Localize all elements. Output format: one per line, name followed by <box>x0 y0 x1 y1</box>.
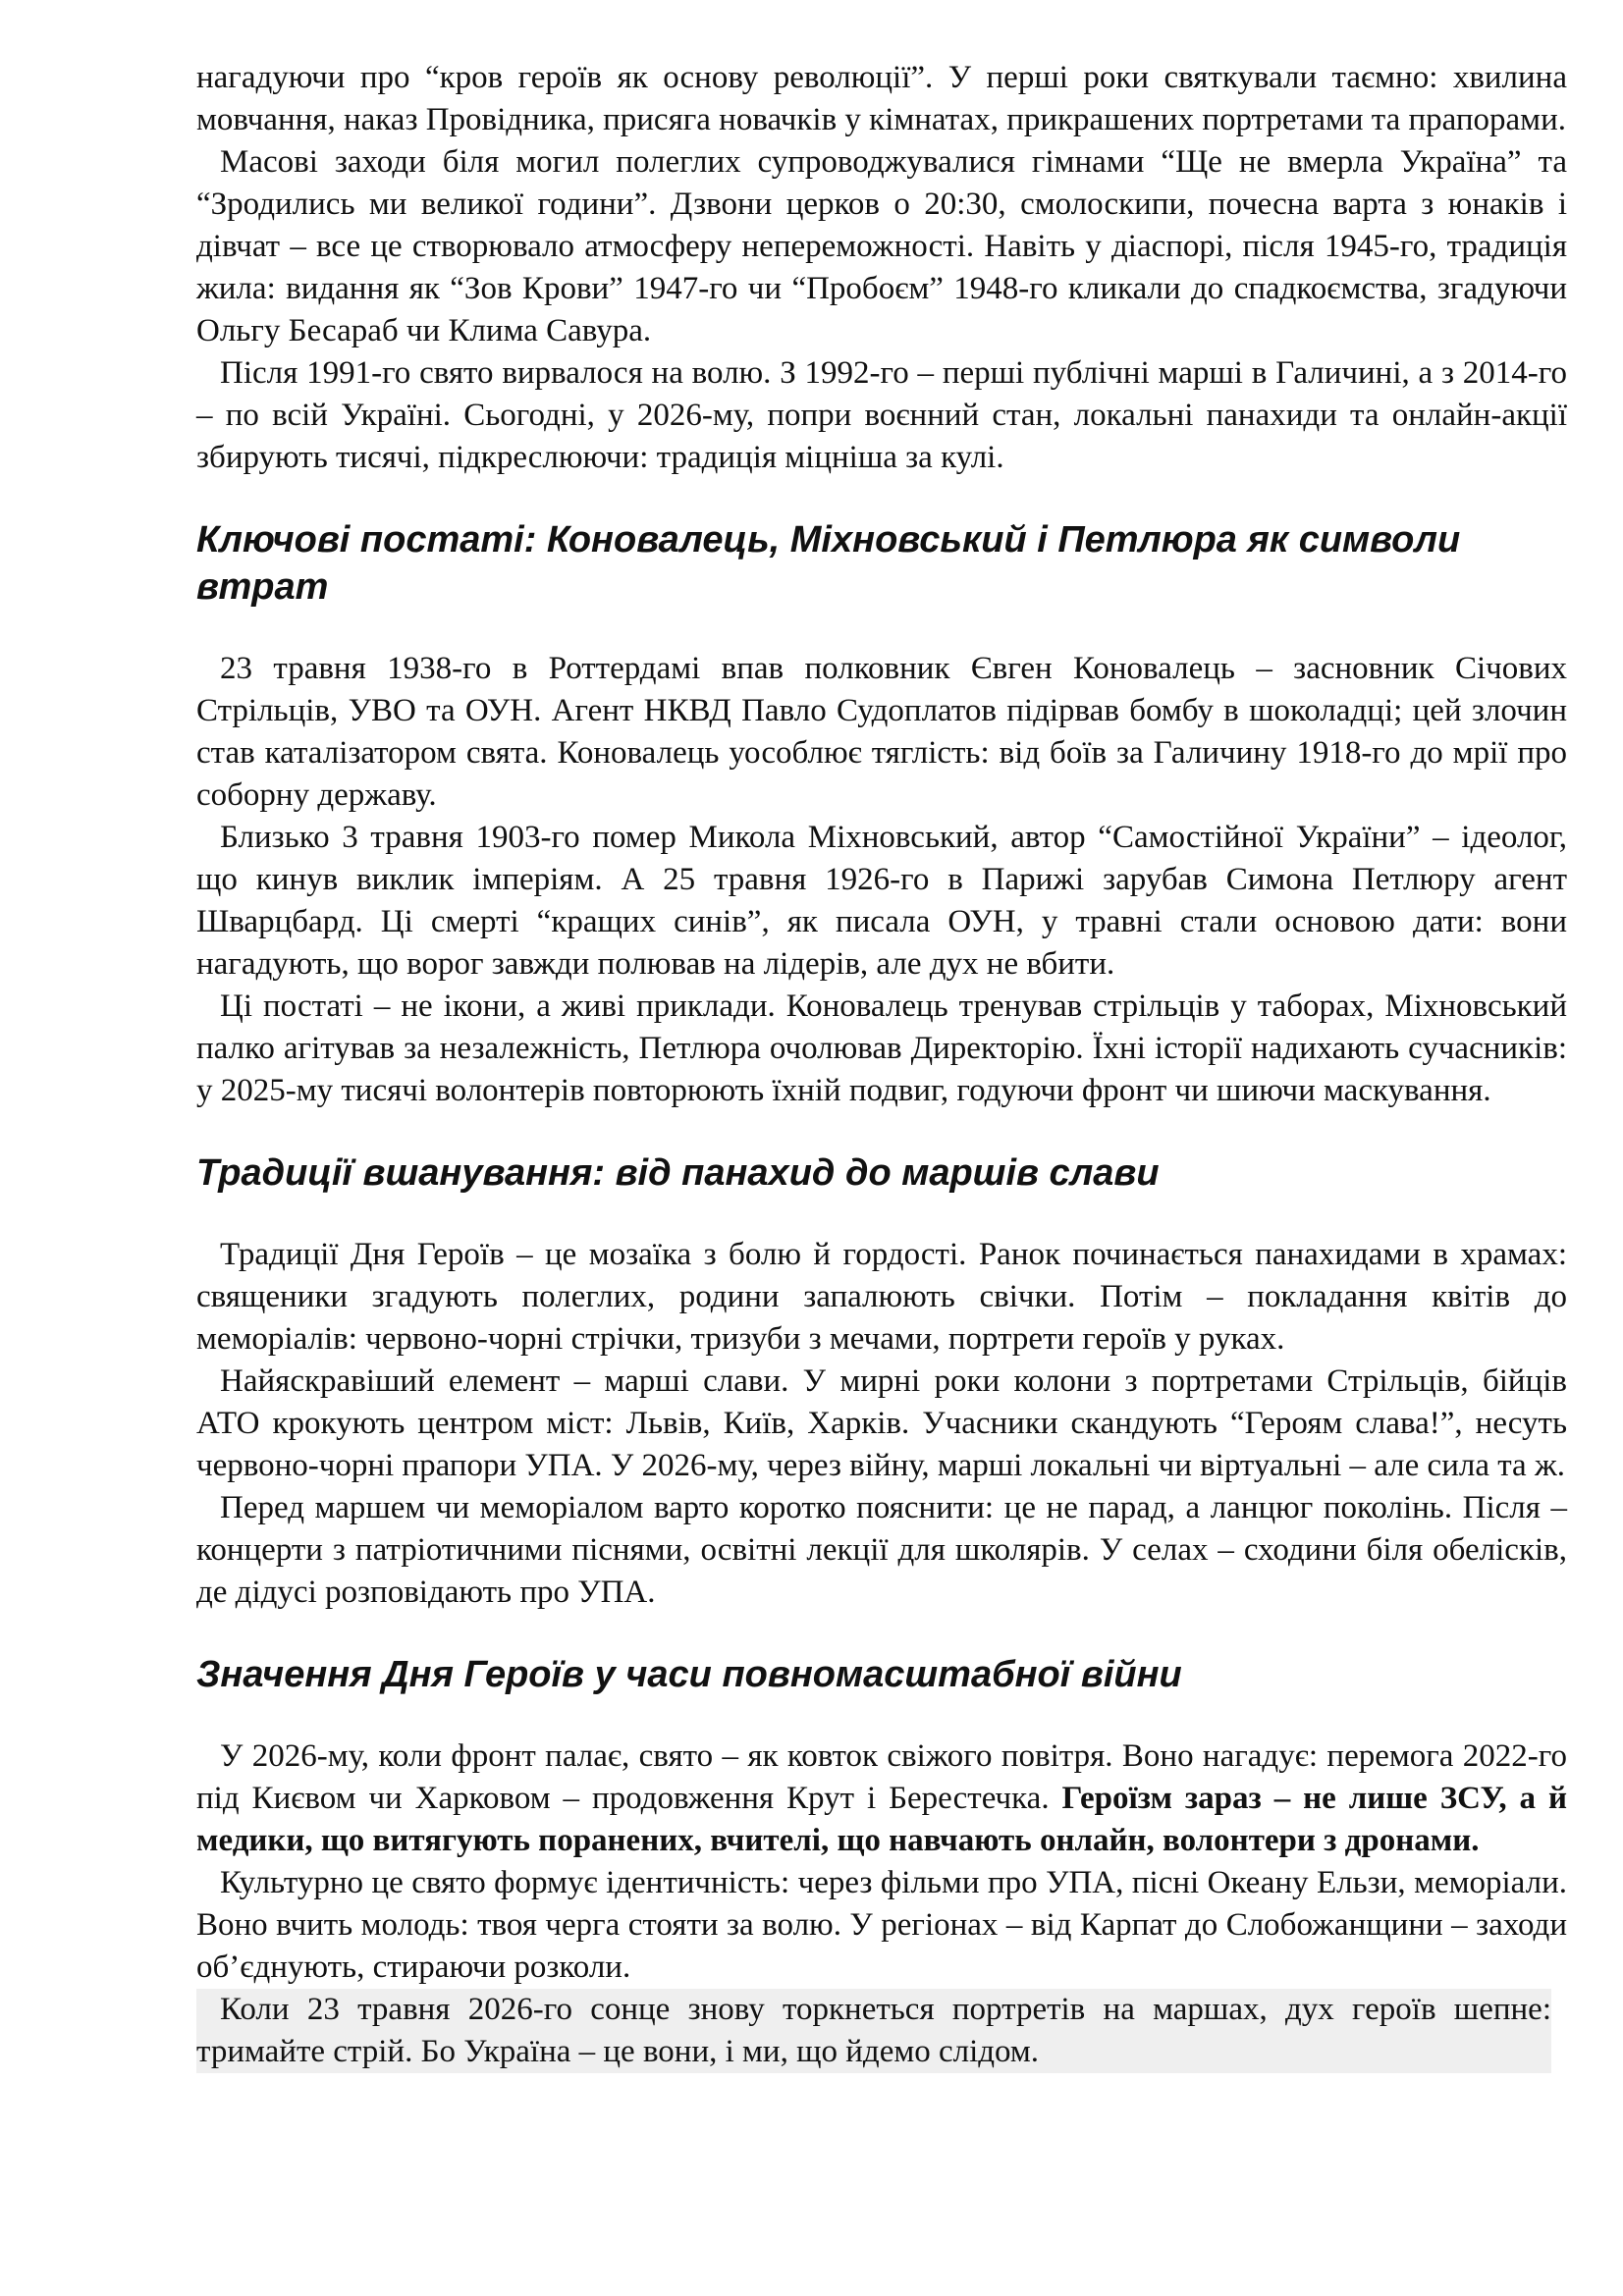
document-page <box>196 57 1567 2073</box>
traditions-paragraph-3: Перед маршем чи меморіалом варто коротко пояснити: це не парад, а ланцюг поколінь. Після – концерти з патріотичними піснями, освітні лекції для школярів. У селах – сходини біля обелісків, де дідусі розповідають про УПА. <box>196 1490 1567 1610</box>
section-heading-traditions: Традиції вшанування: від панахид до маршів слави <box>196 1152 1160 1194</box>
section-heading-significance: Значення Дня Героїв у часи повномасштабної війни <box>196 1654 1182 1695</box>
significance-paragraph-1-bold: Героїзм зараз – не лише ЗСУ, а й медики, що витягують поранених, вчителі, що навчають онлайн, волонтери з дронами. <box>196 1781 1567 1858</box>
key-figures-paragraph-3: Ці постаті – не ікони, а живі приклади. Коновалець тренував стрільців у таборах, Міхновський палко агітував за незалежність, Петлюра очолював Директорію. Їхні історії надихають сучасників: у 2025-му тисячі волонтерів повторюють їхній подвиг, годуючи фронт чи шиючи маскування. <box>196 988 1567 1108</box>
key-figures-paragraph-2: Близько 3 травня 1903-го помер Микола Міхновський, автор “Самостійної України” – ідеолог, що кинув виклик імперіям. А 25 травня 1926-го в Парижі зарубав Симона Петлюру агент Шварцбард. Ці смерті “кращих синів”, як писала ОУН, у травні стали основою дати: вони нагадують, що ворог завжди полював на лідерів, але дух не вбити. <box>196 820 1567 982</box>
closing-paragraph-highlighted: Коли 23 травня 2026-го сонце знову торкнеться портретів на маршах, дух героїв шепне: тримайте стрій. Бо Україна – це вони, і ми, що йдемо слідом. <box>196 1989 1551 2073</box>
significance-paragraph-1-text: У 2026-му, коли фронт палає, свято – як ковток свіжого повітря. Воно нагадує: перемога 2022-го під Києвом чи Харковом – продовження Крут і Берестечка. <box>196 1738 1567 1816</box>
significance-paragraph-2: Культурно це свято формує ідентичність: через фільми про УПА, пісні Океану Ельзи, меморіали. Воно вчить молодь: твоя черга стояти за волю. У регіонах – від Карпат до Слобожанщини – заходи об’єднують, стираючи розколи. <box>196 1865 1567 1985</box>
key-figures-paragraph-1: 23 травня 1938-го в Роттердамі впав полковник Євген Коновалець – засновник Січових Стрільців, УВО та ОУН. Агент НКВД Павло Судоплатов підірвав бомбу в шоколадці; цей злочин став каталізатором свята. Коновалець уособлює тяглість: від боїв за Галичину 1918-го до мрії про соборну державу. <box>196 651 1567 813</box>
intro-paragraph-2: Масові заходи біля могил полеглих супроводжувалися гімнами “Ще не вмерла Україна” та “Зродились ми великої години”. Дзвони церков о 20:30, смолоскипи, почесна варта з юнаків і дівчат – все це створювало атмосферу непереможності. Навіть у діаспорі, після 1945-го, традиція жила: видання як “Зов Крови” 1947-го чи “Пробоєм” 1948-го кликали до спадкоємства, згадуючи Ольгу Бесараб чи Клима Савура. <box>196 144 1567 348</box>
intro-paragraph-1: нагадуючи про “кров героїв як основу революції”. У перші роки святкували таємно: хвилина мовчання, наказ Провідника, присяга новачків у кімнатах, прикрашених портретами та прапорами. <box>196 60 1567 137</box>
traditions-paragraph-2: Найяскравіший елемент – марші слави. У мирні роки колони з портретами Стрільців, бійців АТО крокують центром міст: Львів, Київ, Харків. Учасники скандують “Героям слава!”, несуть червоно-чорні прапори УПА. У 2026-му, через війну, марші локальні чи віртуальні – але сила та ж. <box>196 1363 1567 1483</box>
traditions-paragraph-1: Традиції Дня Героїв – це мозаїка з болю й гордості. Ранок починається панахидами в храмах: священики згадують полеглих, родини запалюють свічки. Потім – покладання квітів до меморіалів: червоно-чорні стрічки, тризуби з мечами, портрети героїв у руках. <box>196 1237 1567 1357</box>
section-heading-key-figures: Ключові постаті: Коновалець, Міхновський і Петлюра як символи втрат <box>196 519 1461 608</box>
significance-paragraph-1 <box>196 1735 1567 1862</box>
intro-paragraph-3: Після 1991-го свято вирвалося на волю. З 1992-го – перші публічні марші в Галичині, а з 2014-го – по всій Україні. Сьогодні, у 2026-му, попри воєнний стан, локальні панахиди та онлайн-акції збирують тисячі, підкреслюючи: традиція міцніша за кулі. <box>196 355 1567 475</box>
